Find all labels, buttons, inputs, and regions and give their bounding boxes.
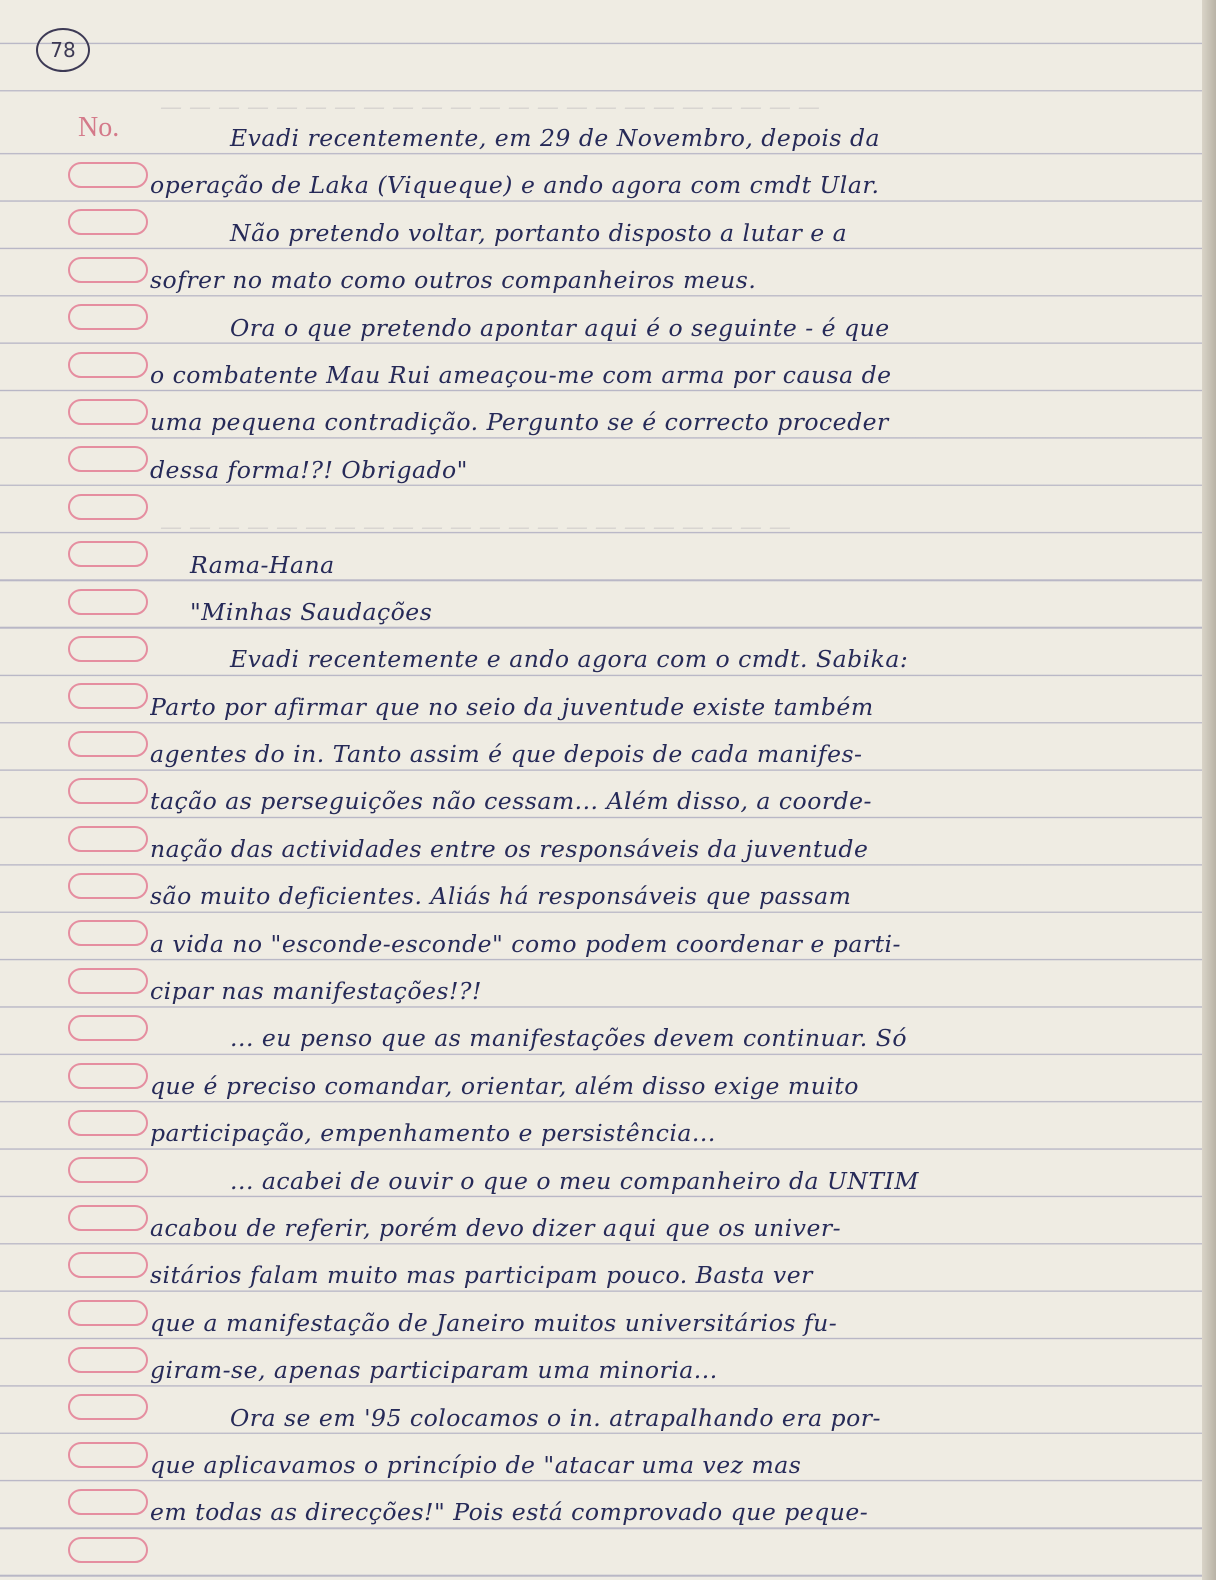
signature-line: Rama-Hana (190, 550, 335, 579)
binding-hole (68, 494, 148, 520)
binding-hole (68, 1063, 148, 1089)
binding-hole (68, 162, 148, 188)
text-line: uma pequena contradição. Pergunto se é correcto proceder (150, 408, 889, 437)
binding-hole (68, 1252, 148, 1278)
text-line (150, 494, 1190, 541)
text-line: ... acabei de ouvir o que o meu companheiro da UNTIM (230, 1166, 919, 1195)
binding-hole (68, 683, 148, 709)
handwritten-text (150, 115, 1190, 1537)
text-line: o combatente Mau Rui ameaçou-me com arma por causa de (150, 360, 892, 389)
binding-hole (68, 1110, 148, 1136)
binding-hole (68, 873, 148, 899)
text-line: nação das actividades entre os responsáveis da juventude (150, 834, 869, 863)
binding-hole (68, 446, 148, 472)
text-line: Evadi recentemente, em 29 de Novembro, depois da (230, 124, 881, 152)
binding-hole (68, 826, 148, 852)
binding-hole (68, 304, 148, 330)
text-line: a vida no "esconde-esconde" como podem coordenar e parti- (150, 929, 901, 958)
binding-hole (68, 1157, 148, 1183)
binding-hole (68, 968, 148, 994)
bleed-through-text: — — — — — — — — — — — — — — — — — — — — — — (160, 515, 791, 540)
text-line: são muito deficientes. Aliás há responsáveis que passam (150, 882, 852, 911)
binding-hole (68, 352, 148, 378)
no-label: No. (78, 112, 120, 143)
text-line: dessa forma!?! Obrigado" (150, 455, 468, 484)
binding-hole (68, 209, 148, 235)
binding-hole (68, 731, 148, 757)
binding-hole (68, 541, 148, 567)
binding-hole (68, 1300, 148, 1326)
binding-hole (68, 1537, 148, 1563)
text-line: "Minhas Saudações (190, 597, 433, 626)
text-line: Não pretendo voltar, portanto disposto a lutar e a (230, 218, 848, 247)
binding-hole (68, 1489, 148, 1515)
text-line: Ora o que pretendo apontar aqui é o seguinte - é que (230, 313, 890, 342)
text-line: giram-se, apenas participaram uma minoria... (150, 1356, 718, 1385)
text-line: Ora se em '95 colocamos o in. atrapalhando era por- (230, 1403, 881, 1432)
text-line: sitários falam muito mas participam pouco. Basta ver (150, 1261, 813, 1290)
text-line: Evadi recentemente e ando agora com o cmdt. Sabika: (230, 645, 909, 674)
binding-hole (68, 399, 148, 425)
binding-hole (68, 778, 148, 804)
page-number: 78 (36, 28, 90, 72)
binding-hole (68, 636, 148, 662)
binding-hole (68, 257, 148, 283)
binding-hole (68, 589, 148, 615)
text-line: agentes do in. Tanto assim é que depois de cada manifes- (150, 740, 863, 769)
text-line: em todas as direcções!" Pois está comprovado que peque- (150, 1498, 869, 1527)
bleed-through-text: — — — — — — — — — — — — — — — — — — — — — — — (160, 95, 820, 120)
binding-hole (68, 920, 148, 946)
text-line: acabou de referir, porém devo dizer aqui que os univer- (150, 1213, 842, 1242)
text-line: sofrer no mato como outros companheiros meus. (150, 266, 757, 295)
binding-hole (68, 1015, 148, 1041)
binding-hole (68, 1394, 148, 1420)
text-line: ... eu penso que as manifestações devem continuar. Só (230, 1024, 907, 1053)
text-line: cipar nas manifestações!?! (150, 977, 482, 1006)
text-line: Parto por afirmar que no seio da juventude existe também (150, 692, 874, 721)
binding-hole (68, 1442, 148, 1468)
text-line: tação as perseguições não cessam... Além disso, a coorde- (150, 787, 872, 816)
text-line: que a manifestação de Janeiro muitos universitários fu- (150, 1308, 838, 1337)
binding-hole (68, 1347, 148, 1373)
binding-hole (68, 1205, 148, 1231)
text-line: operação de Laka (Viqueque) e ando agora com cmdt Ular. (150, 171, 880, 200)
text-line: que é preciso comandar, orientar, além disso exige muito (150, 1071, 859, 1100)
page-edge (1202, 0, 1216, 1580)
text-line: que aplicavamos o princípio de "atacar uma vez mas (150, 1450, 802, 1479)
text-line: participação, empenhamento e persistência... (150, 1119, 716, 1148)
